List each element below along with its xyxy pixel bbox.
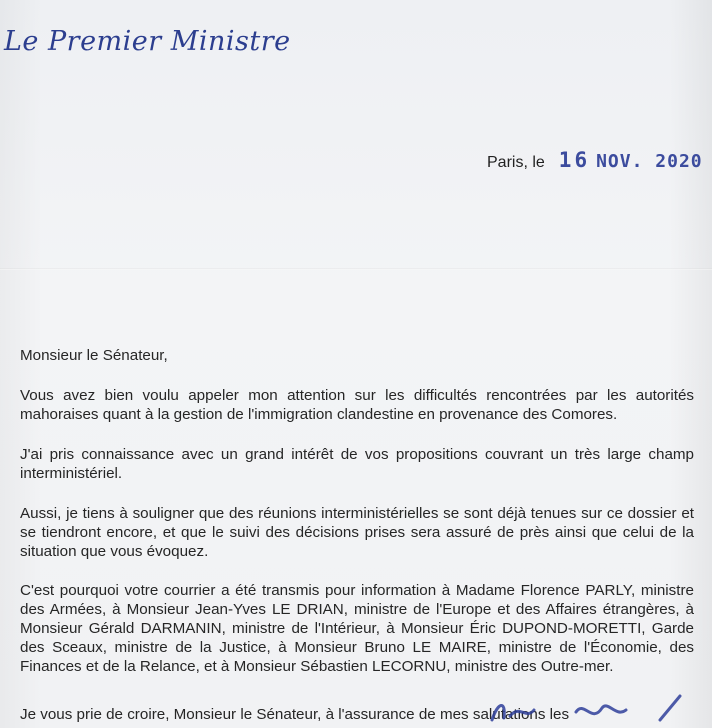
paragraph-4: C'est pourquoi votre courrier a été transmis pour information à Madame Florence PARLY, ministre des Armées, à Monsieur Jean-Yves LE DRIAN, ministre de l'Europe et des Affaires étrangères, à Monsieur Gérald DARMANIN, ministre de l'Intérieur, à Monsieur Éric DUPOND-MORETTI, Garde des Sceaux, ministre de la Justice, à Monsieur Bruno LE MAIRE, ministre de l'Économie, des Finances et de la Relance, et à Monsieur Sébastien LECORNU, ministre des Outre-mer.	[20, 582, 694, 675]
salutation: Monsieur le Sénateur,	[20, 347, 168, 364]
paragraph-1: Vous avez bien voulu appeler mon attention sur les difficultés rencontrées par les autorités mahoraises quant à la gestion de l'immigration clandestine en provenance des Comores.	[20, 387, 694, 423]
date-stamp-day: 16	[558, 148, 591, 172]
paper-fold	[0, 268, 712, 270]
letterhead: Le Premier Ministre	[4, 26, 291, 57]
date-stamp	[559, 148, 703, 172]
date-line	[487, 148, 703, 172]
date-stamp-month-year: NOV. 2020	[596, 151, 703, 172]
date-place: Paris, le	[487, 154, 545, 171]
paragraph-3: Aussi, je tiens à souligner que des réunions interministérielles se sont déjà tenues sur ce dossier et se tiendront encore, et que le suivi des décisions prises sera assuré de près ainsi que celui de la situation que vous évoquez.	[20, 505, 694, 560]
paragraph-2: J'ai pris connaissance avec un grand intérêt de vos propositions couvrant un très large champ interministériel.	[20, 446, 694, 482]
closing-line: Je vous prie de croire, Monsieur le Sénateur, à l'assurance de mes salutations les	[20, 706, 570, 723]
